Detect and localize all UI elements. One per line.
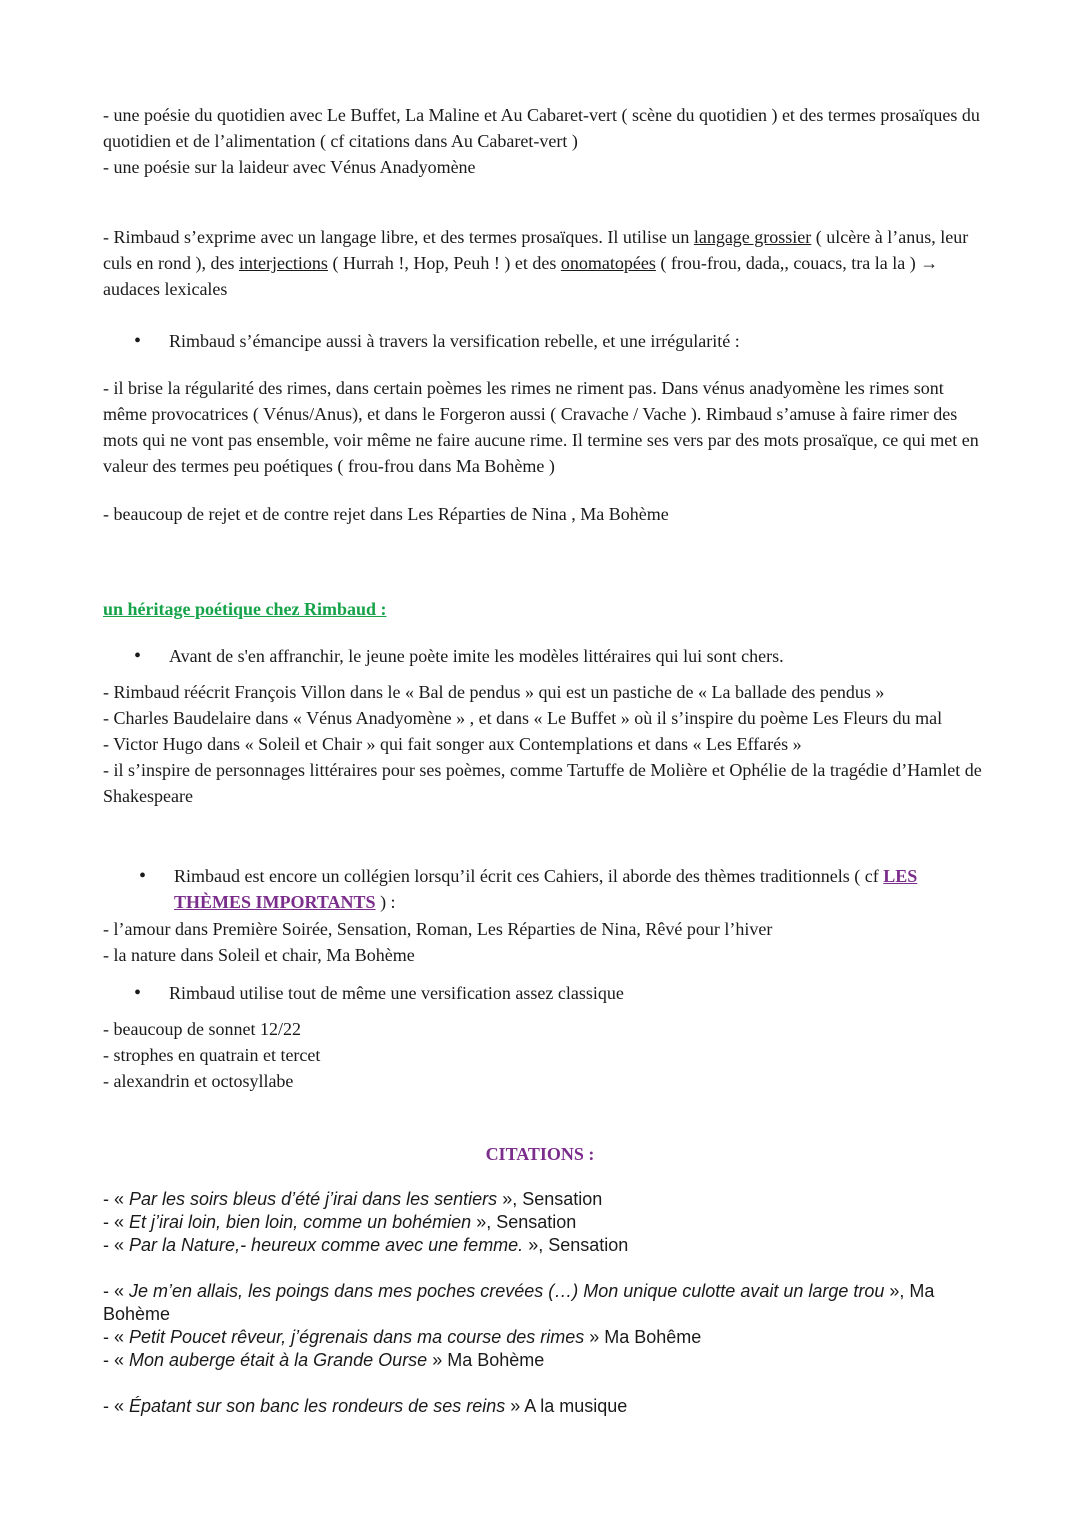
citation-line: - « Par la Nature,- heureux comme avec une femme. », Sensation [103,1235,629,1255]
underlined-onomatopees: onomatopées [560,253,656,273]
list-item: - Rimbaud réécrit François Villon dans le « Bal de pendus » qui est un pastiche de « La ballade des pendus » [103,682,885,702]
citations-heading: CITATIONS : [485,1144,595,1164]
bullet-modeles-litteraires: • Avant de s'en affranchir, le jeune poète imite les modèles littéraires qui lui sont chers. [134,645,784,667]
paragraph-themes [103,916,983,968]
list-item: - il s’inspire de personnages littéraires pour ses poèmes, comme Tartuffe de Molière et Ophélie de la tragédie d’Hamlet de Shakespeare [103,760,982,806]
citation-line: - « Je m’en allais, les poings dans mes poches crevées (…) Mon unique culotte avait un large trou », Ma Bohème [103,1281,935,1324]
bullet-icon: • [139,865,147,887]
paragraph-rimes: - il brise la régularité des rimes, dans certain poèmes les rimes ne riment pas. Dans vénus anadyomène les rimes sont même provocatrices ( Vénus/Anus), et dans le Forgeron aussi ( Cravache / Vache ). Rimbaud s’amuse à faire rimer des mots qui ne vont pas ensemble, voir même ne faire aucune rime. Il termine ses vers par des mots prosaïque, ce qui met en valeur des termes peu poétiques ( frou-frou dans Ma Bohème ) [103,378,979,476]
citation-line: - « Épatant sur son banc les rondeurs de ses reins » A la musique [103,1396,628,1416]
list-item: - beaucoup de sonnet 12/22 [103,1019,301,1039]
list-item: - Victor Hugo dans « Soleil et Chair » qui fait songer aux Contemplations et dans « Les Effarés » [103,734,802,754]
section-heading-heritage: un héritage poétique chez Rimbaud : [103,599,387,619]
citation-line: - « Par les soirs bleus d’été j’irai dans les sentiers », Sensation [103,1189,603,1209]
citations-sensation [103,1188,983,1257]
paragraph-quotidien: - une poésie du quotidien avec Le Buffet, La Maline et Au Cabaret-vert ( scène du quotidien ) et des termes prosaïques du quotidien et de l’alimentation ( cf citations dans Au Cabaret-vert ) - une poésie sur la laideur avec Vénus Anadyomène [103,105,980,177]
list-item: - strophes en quatrain et tercet [103,1045,321,1065]
bullet-collegien: • Rimbaud est encore un collégien lorsqu’il écrit ces Cahiers, il aborde des thèmes traditionnels ( cf LES THÈMES IMPORTANTS ) : [139,865,918,912]
bullet-icon: • [134,645,142,667]
paragraph-classique [103,1016,983,1094]
list-item: - la nature dans Soleil et chair, Ma Bohème [103,945,415,965]
bullet-versification-rebelle: • Rimbaud s’émancipe aussi à travers la versification rebelle, et une irrégularité : [134,330,740,352]
link-themes-importants[interactable]: LES THÈMES IMPORTANTS [174,866,918,912]
bullet-versification-classique: • Rimbaud utilise tout de même une versification assez classique [134,982,624,1004]
paragraph-rejet: - beaucoup de rejet et de contre rejet dans Les Réparties de Nina , Ma Bohème [103,504,669,524]
citation-line: - « Mon auberge était à la Grande Ourse » Ma Bohème [103,1350,545,1370]
bullet-icon: • [134,982,142,1004]
list-item: - l’amour dans Première Soirée, Sensation, Roman, Les Réparties de Nina, Rêvé pour l’hiver [103,919,773,939]
underlined-langage-grossier: langage grossier [693,227,812,247]
citations-a-la-musique [103,1395,983,1418]
paragraph-influences [103,679,983,809]
list-item: - alexandrin et octosyllabe [103,1071,294,1091]
citation-line: - « Petit Poucet rêveur, j’égrenais dans ma course des rimes » Ma Bohême [103,1327,702,1347]
citations-ma-boheme [103,1280,983,1372]
bullet-icon: • [134,330,142,352]
paragraph-langage: - Rimbaud s’exprime avec un langage libre, et des termes prosaïques. Il utilise un langage grossier ( ulcère à l’anus, leur culs en rond ), des interjections ( Hurrah !, Hop, Peuh ! ) et des onomatopées ( frou-frou, dada,, couacs, tra la la ) → audaces lexicales [103,227,969,299]
citation-line: - « Et j’irai loin, bien loin, comme un bohémien », Sensation [103,1212,577,1232]
underlined-interjections: interjections [238,253,328,273]
list-item: - Charles Baudelaire dans « Vénus Anadyomène » , et dans « Le Buffet » où il s’inspire du poème Les Fleurs du mal [103,708,943,728]
